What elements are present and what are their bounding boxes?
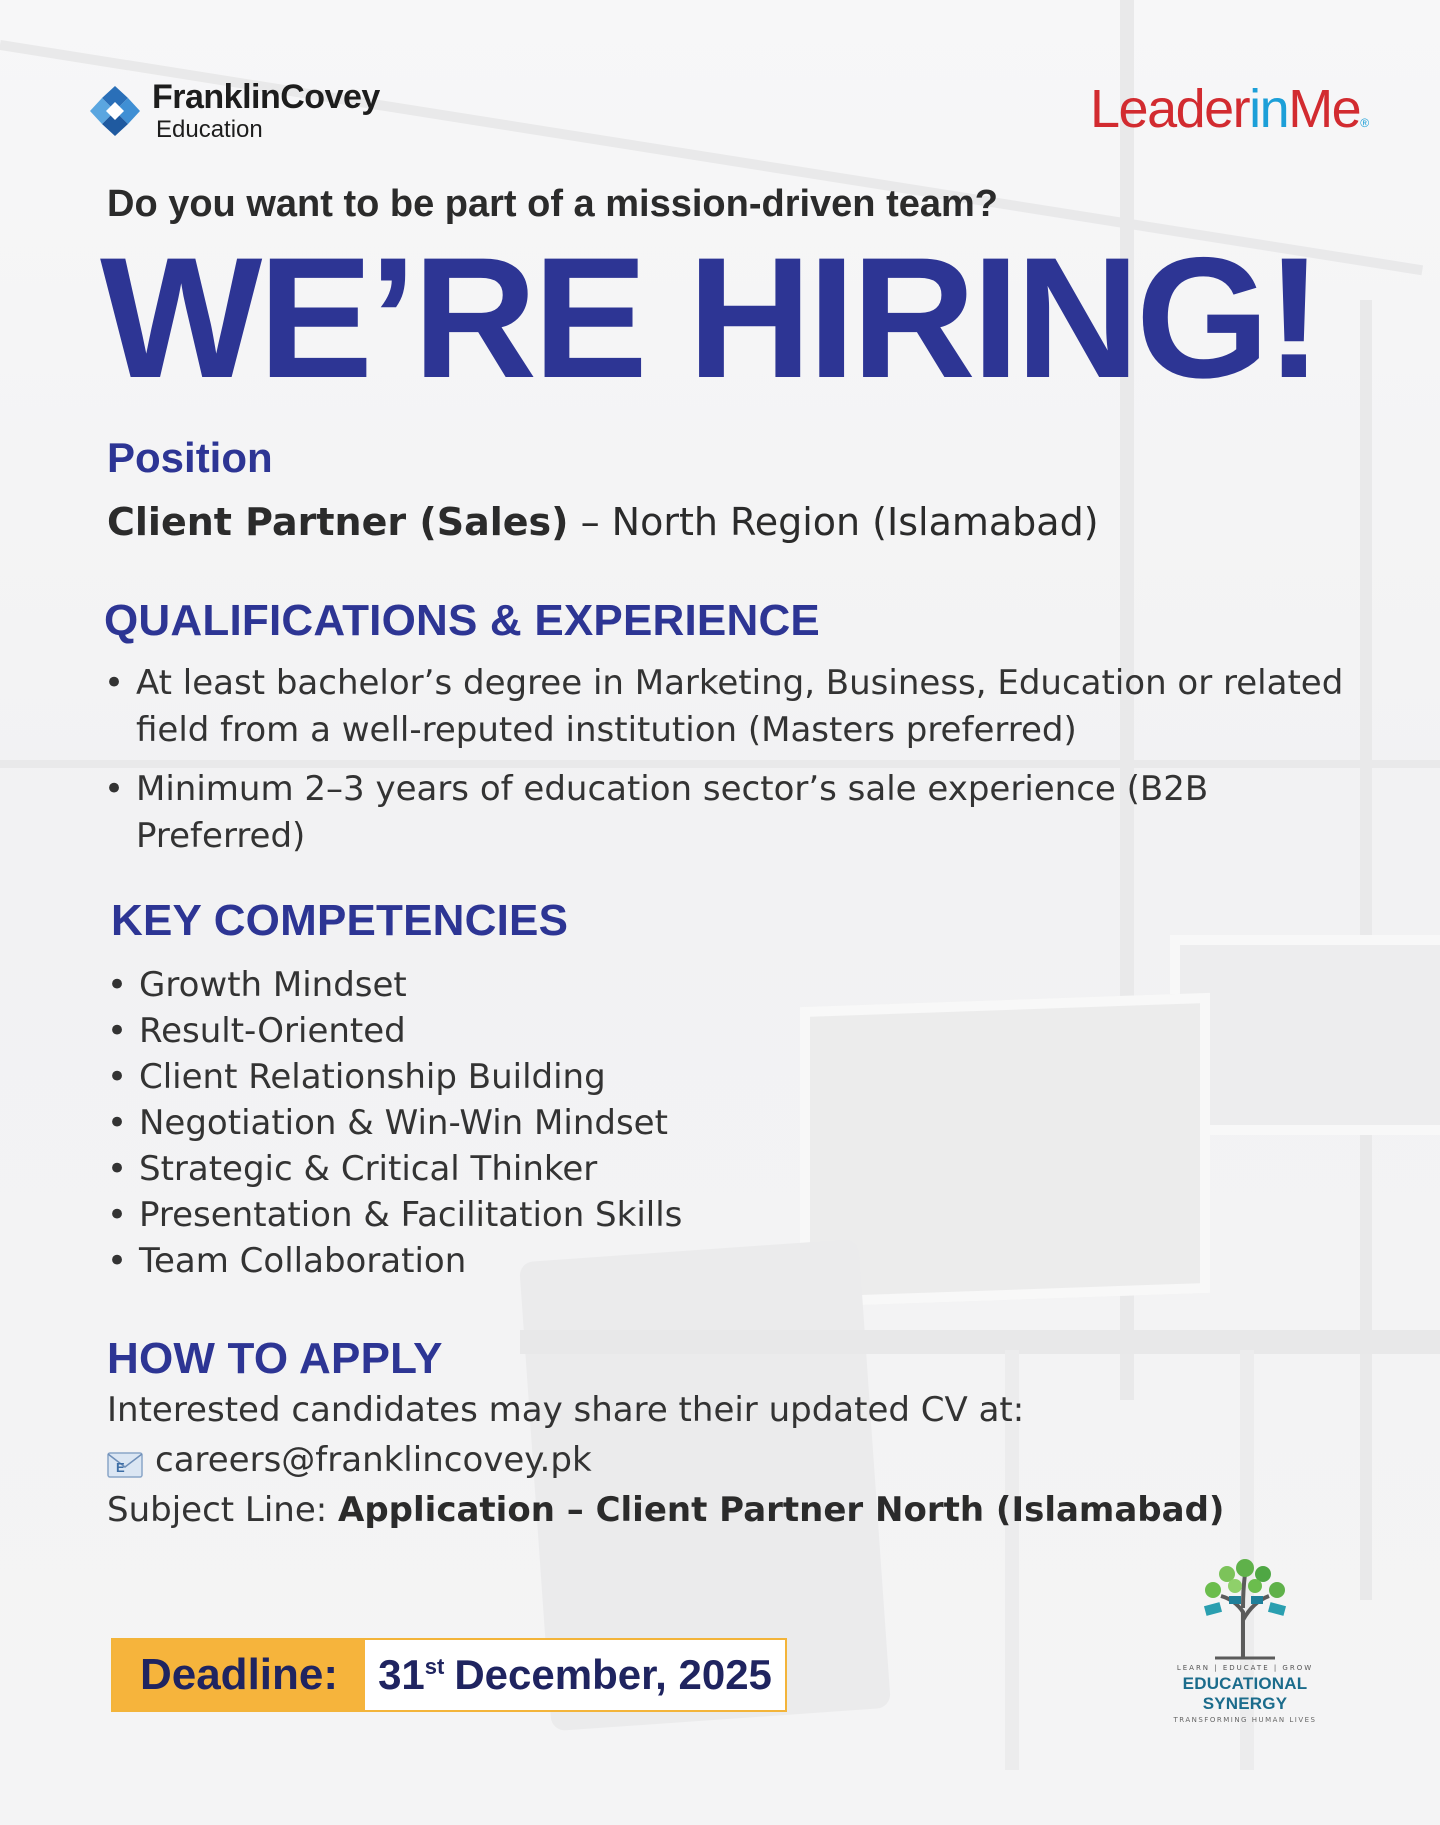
qualifications-list [104, 660, 1344, 872]
registered-mark: ® [1360, 116, 1368, 130]
apply-intro: Interested candidates may share their updated CV at: [107, 1390, 1025, 1430]
svg-text:E: E [116, 1460, 125, 1475]
deadline-day: 31 [378, 1651, 425, 1698]
list-item: • Client Relationship Building [107, 1054, 907, 1100]
list-item: • Strategic & Critical Thinker [107, 1146, 907, 1192]
deadline-day-suffix: st [424, 1654, 445, 1679]
qualifications-title: QUALIFICATIONS & EXPERIENCE [104, 596, 820, 645]
educational-synergy-tagline: LEARN | EDUCATE | GROW [1176, 1664, 1314, 1672]
list-item: • Growth Mindset [107, 962, 907, 1008]
educational-synergy-sub: TRANSFORMING HUMAN LIVES [1173, 1716, 1317, 1724]
apply-email-link[interactable]: careers@franklincovey.pk [155, 1440, 592, 1480]
educational-synergy-logo [1145, 1550, 1345, 1724]
kicker-question: Do you want to be part of a mission-driven team? [107, 183, 998, 225]
position-label: Position [107, 434, 273, 481]
position-title: Client Partner (Sales) [107, 500, 569, 544]
tree-icon [1185, 1550, 1305, 1660]
franklin-covey-sub: Education [156, 116, 263, 143]
headline: WE’RE HIRING! [100, 222, 1319, 414]
apply-email-row [107, 1440, 592, 1480]
list-item: • Negotiation & Win-Win Mindset [107, 1100, 907, 1146]
email-icon [107, 1447, 143, 1473]
apply-subject-line [107, 1490, 1224, 1530]
leader-in-me-me: Me [1288, 79, 1361, 139]
subject-value: Application – Client Partner North (Islamabad) [338, 1490, 1225, 1530]
list-item: • Presentation & Facilitation Skills [107, 1192, 907, 1238]
deadline-date [365, 1640, 785, 1710]
list-item: • At least bachelor’s degree in Marketing, Business, Education or related field from a well-reputed institution (Masters preferred) [104, 660, 1344, 754]
list-item: • Team Collaboration [107, 1238, 907, 1284]
franklin-covey-compass-icon [88, 84, 142, 138]
position-region: – North Region (Islamabad) [568, 500, 1099, 544]
leader-in-me-logo [1090, 78, 1368, 140]
competencies-list [107, 962, 907, 1284]
subject-label: Subject Line: [107, 1490, 339, 1530]
background-desk [520, 1330, 1440, 1354]
list-item: • Result-Oriented [107, 1008, 907, 1054]
educational-synergy-name: EDUCATIONAL SYNERGY [1182, 1674, 1308, 1713]
position-line [107, 500, 1099, 544]
franklin-covey-logo [88, 80, 380, 142]
list-item: • Minimum 2–3 years of education sector’s sale experience (B2B Preferred) [104, 766, 1344, 860]
franklin-covey-name: FranklinCovey [152, 78, 380, 116]
deadline-box [111, 1638, 787, 1712]
how-to-apply-title: HOW TO APPLY [107, 1334, 443, 1383]
leader-in-me-in: in [1249, 79, 1289, 139]
leader-in-me-leader: Leader [1090, 79, 1250, 139]
deadline-month-year: December, 2025 [454, 1651, 772, 1698]
competencies-title: KEY COMPETENCIES [111, 896, 569, 945]
deadline-label: Deadline: [113, 1640, 365, 1710]
background-monitor [1170, 935, 1440, 1135]
